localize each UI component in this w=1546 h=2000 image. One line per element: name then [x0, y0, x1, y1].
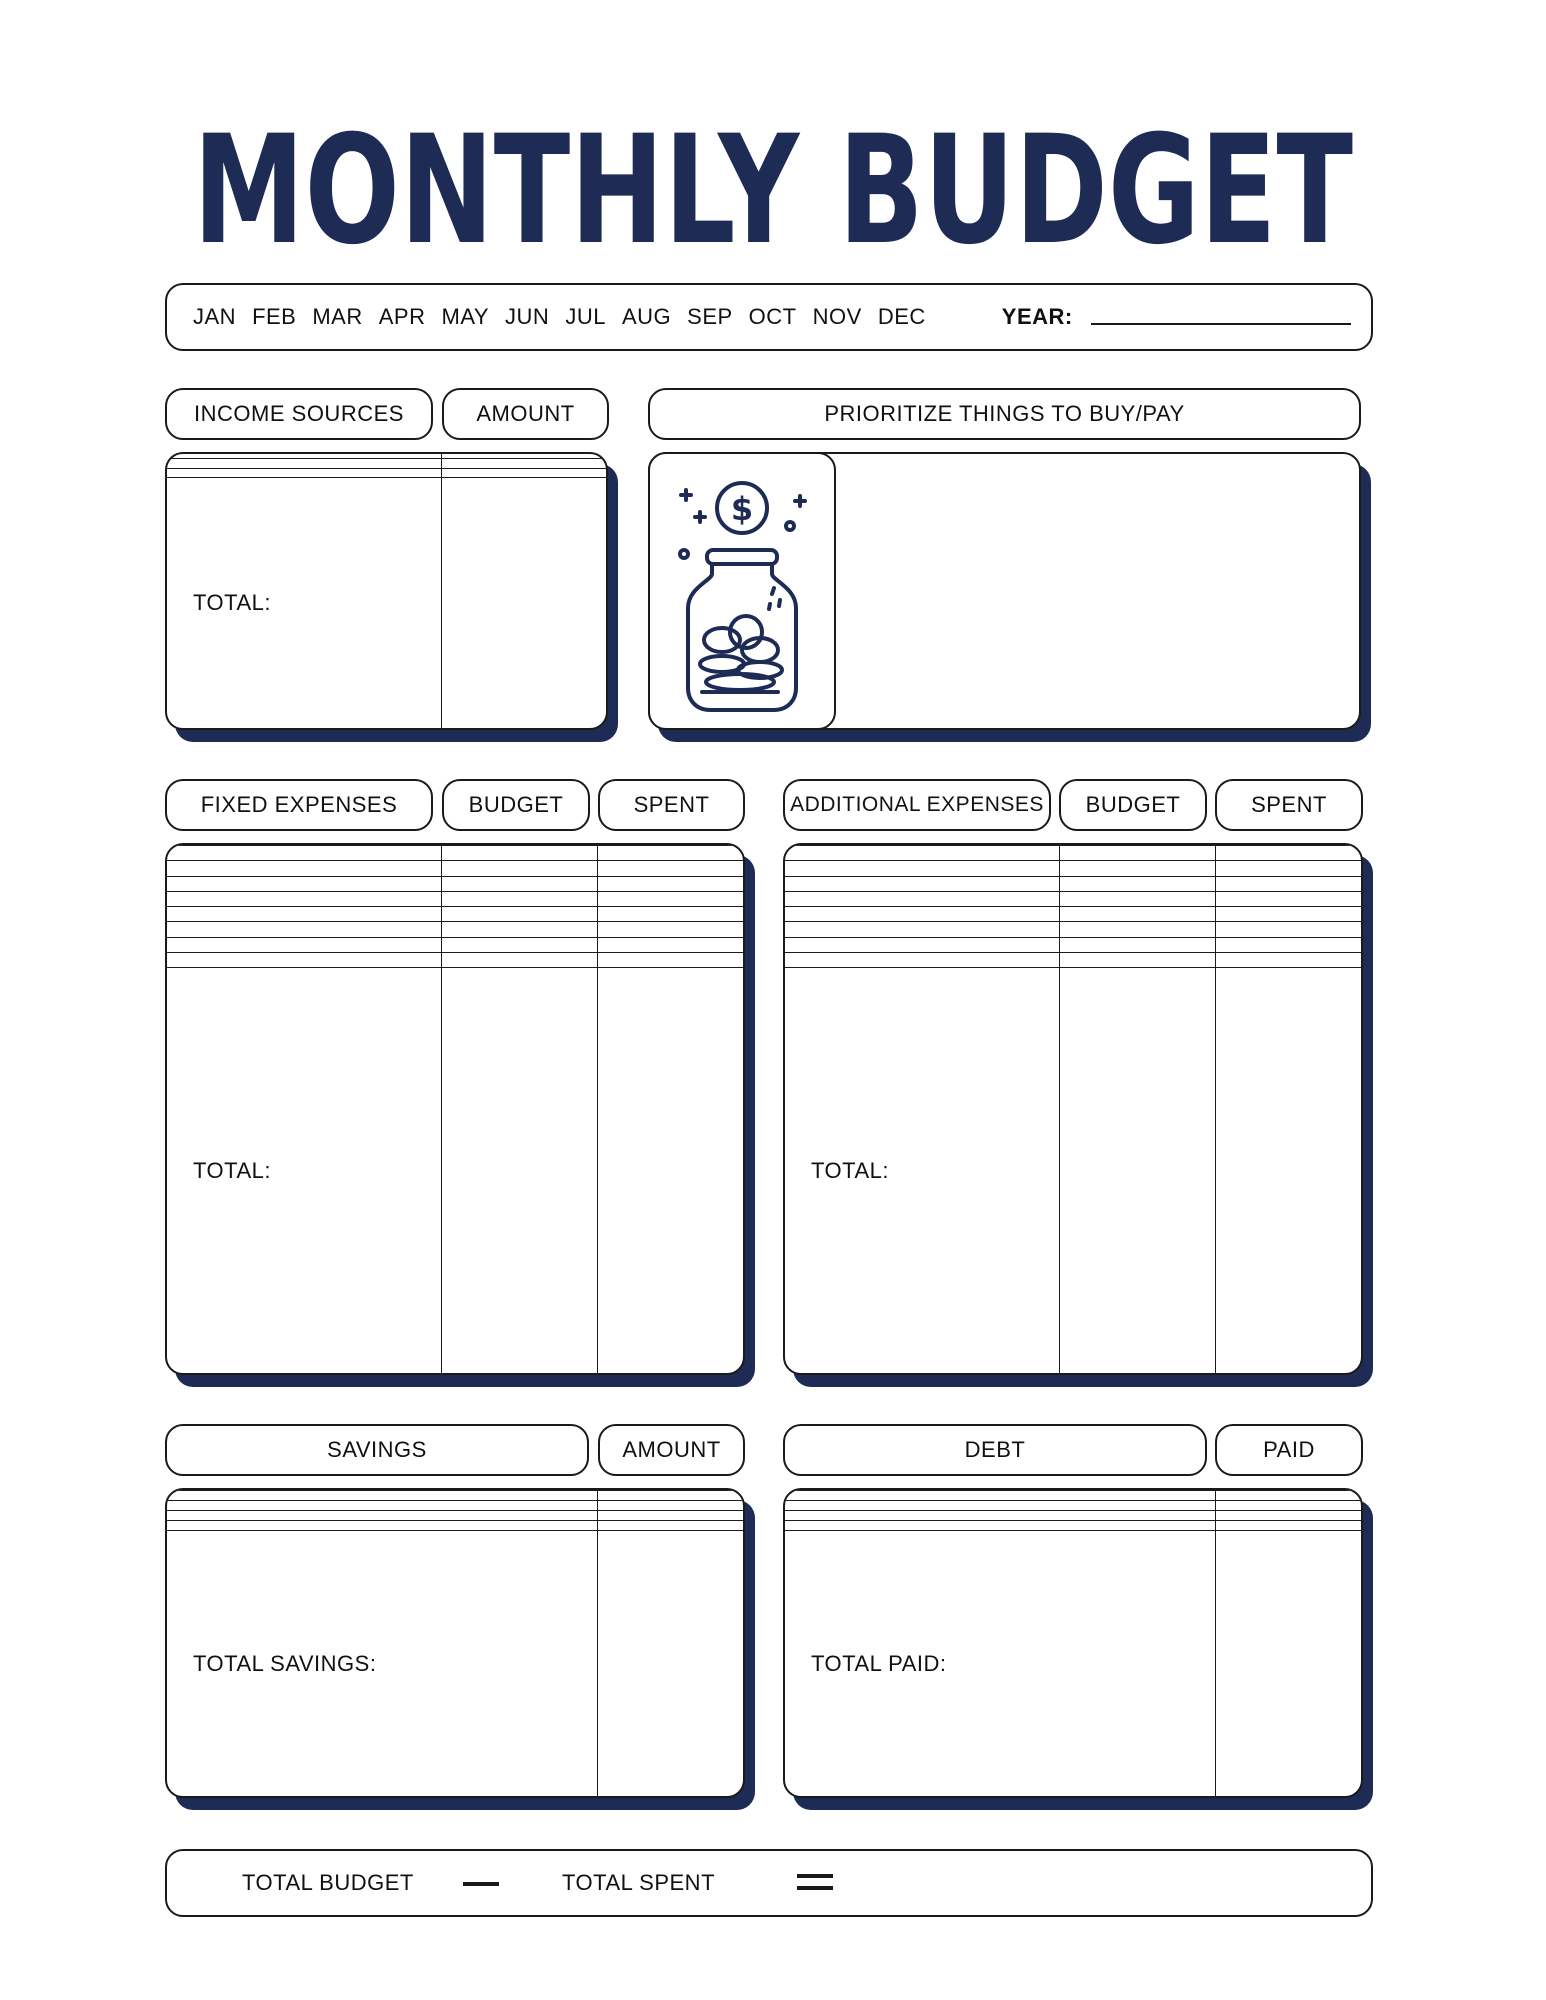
savings-cell[interactable]	[597, 1521, 743, 1531]
savings-cell[interactable]	[167, 1521, 597, 1531]
fixed-expenses-cell[interactable]	[167, 922, 441, 937]
fixed-expenses-cell[interactable]	[441, 891, 597, 906]
additional-expenses-cell[interactable]	[1215, 968, 1361, 1373]
debt-cell[interactable]	[1215, 1521, 1361, 1531]
total-spent-label: TOTAL SPENT	[562, 1870, 716, 1895]
savings-table	[165, 1488, 745, 1798]
additional-expenses-total-label: TOTAL:	[785, 968, 1059, 1373]
additional-expenses-cell[interactable]	[1215, 922, 1361, 937]
month-sep[interactable]: SEP	[687, 304, 733, 329]
additional-expenses-cell[interactable]	[785, 937, 1059, 952]
debt-row	[785, 1511, 1361, 1521]
debt-cell[interactable]	[1215, 1531, 1361, 1796]
additional-expenses-cell[interactable]	[785, 922, 1059, 937]
additional-expenses-cell[interactable]	[1059, 876, 1215, 891]
fixed-expenses-cell[interactable]	[441, 922, 597, 937]
fixed-expenses-row	[167, 968, 743, 1373]
additional-expenses-cell[interactable]	[1215, 937, 1361, 952]
debt-cell[interactable]	[1215, 1501, 1361, 1511]
month-may[interactable]: MAY	[441, 304, 490, 329]
debt-cell[interactable]	[785, 1501, 1215, 1511]
income-amount-cell[interactable]	[441, 468, 606, 477]
fixed-expenses-row	[167, 937, 743, 952]
debt-row	[785, 1531, 1361, 1796]
fixed-expenses-total-label: TOTAL:	[167, 968, 441, 1373]
fixed-expenses-cell[interactable]	[597, 861, 743, 876]
additional-expenses-cell[interactable]	[1215, 876, 1361, 891]
fixed-expenses-cell[interactable]	[167, 952, 441, 967]
additional-expenses-row	[785, 937, 1361, 952]
year-input-line[interactable]	[1091, 323, 1351, 325]
income-cell[interactable]	[167, 468, 441, 477]
debt-row	[785, 1521, 1361, 1531]
income-cell[interactable]	[167, 459, 441, 468]
equals-sign-top	[797, 1874, 833, 1878]
fixed-budget-header: BUDGET	[442, 779, 590, 831]
savings-total-label: TOTAL SAVINGS:	[167, 1531, 597, 1796]
fixed-expenses-cell[interactable]	[597, 968, 743, 1373]
additional-expenses-cell[interactable]	[785, 891, 1059, 906]
fixed-expenses-header: FIXED EXPENSES	[165, 779, 433, 831]
month-dec[interactable]: DEC	[877, 304, 926, 329]
fixed-expenses-cell[interactable]	[597, 891, 743, 906]
month-feb[interactable]: FEB	[252, 304, 297, 329]
additional-expenses-cell[interactable]	[1215, 861, 1361, 876]
fixed-expenses-cell[interactable]	[597, 937, 743, 952]
money-jar-icon	[650, 454, 834, 728]
fixed-expenses-cell[interactable]	[597, 952, 743, 967]
debt-paid-header: PAID	[1215, 1424, 1363, 1476]
savings-cell[interactable]	[167, 1491, 597, 1501]
additional-expenses-row	[785, 846, 1361, 861]
svg-text:MONTHLY BUDGET: MONTHLY BUDGET	[193, 104, 1353, 278]
fixed-expenses-row	[167, 861, 743, 876]
savings-cell[interactable]	[597, 1491, 743, 1501]
additional-expenses-cell[interactable]	[785, 952, 1059, 967]
income-sources-header: INCOME SOURCES	[165, 388, 433, 440]
year-label: YEAR:	[1001, 304, 1073, 329]
fixed-expenses-cell[interactable]	[597, 907, 743, 922]
fixed-expenses-cell[interactable]	[441, 937, 597, 952]
savings-row	[167, 1521, 743, 1531]
savings-amount-header: AMOUNT	[598, 1424, 745, 1476]
debt-total-label: TOTAL PAID:	[785, 1531, 1215, 1796]
additional-spent-header: SPENT	[1215, 779, 1363, 831]
debt-cell[interactable]	[1215, 1511, 1361, 1521]
total-budget-label: TOTAL BUDGET	[242, 1870, 414, 1895]
fixed-expenses-cell[interactable]	[597, 846, 743, 861]
additional-expenses-row	[785, 891, 1361, 906]
fixed-expenses-table	[165, 843, 745, 1375]
additional-expenses-cell[interactable]	[1059, 861, 1215, 876]
additional-expenses-header: ADDITIONAL EXPENSES	[783, 779, 1051, 831]
fixed-expenses-cell[interactable]	[167, 891, 441, 906]
savings-cell[interactable]	[597, 1501, 743, 1511]
fixed-expenses-cell[interactable]	[441, 861, 597, 876]
additional-expenses-cell[interactable]	[1215, 846, 1361, 861]
fixed-expenses-cell[interactable]	[167, 846, 441, 861]
month-jan[interactable]: JAN	[193, 304, 237, 329]
additional-expenses-row	[785, 922, 1361, 937]
month-jun[interactable]: JUN	[505, 304, 550, 329]
additional-expenses-cell[interactable]	[785, 876, 1059, 891]
fixed-expenses-cell[interactable]	[167, 907, 441, 922]
savings-header: SAVINGS	[165, 1424, 589, 1476]
fixed-expenses-cell[interactable]	[597, 922, 743, 937]
additional-expenses-cell[interactable]	[1059, 968, 1215, 1373]
month-jul[interactable]: JUL	[565, 304, 606, 329]
additional-expenses-row	[785, 876, 1361, 891]
equals-sign-bottom	[797, 1886, 833, 1890]
month-aug[interactable]: AUG	[621, 304, 672, 329]
fixed-expenses-row	[167, 952, 743, 967]
additional-expenses-cell[interactable]	[1059, 922, 1215, 937]
additional-expenses-row	[785, 907, 1361, 922]
savings-row	[167, 1491, 743, 1501]
month-oct[interactable]: OCT	[748, 304, 797, 329]
month-mar[interactable]: MAR	[312, 304, 363, 329]
fixed-expenses-cell[interactable]	[441, 952, 597, 967]
additional-expenses-cell[interactable]	[1059, 952, 1215, 967]
additional-expenses-cell[interactable]	[1215, 952, 1361, 967]
page-title	[0, 92, 1546, 282]
income-amount-header: AMOUNT	[442, 388, 609, 440]
fixed-expenses-cell[interactable]	[441, 876, 597, 891]
additional-expenses-cell[interactable]	[1059, 937, 1215, 952]
fixed-expenses-cell[interactable]	[441, 968, 597, 1373]
debt-cell[interactable]	[785, 1511, 1215, 1521]
savings-cell[interactable]	[167, 1511, 597, 1521]
additional-expenses-row	[785, 968, 1361, 1373]
additional-expenses-row	[785, 952, 1361, 967]
debt-header: DEBT	[783, 1424, 1207, 1476]
minus-sign	[463, 1882, 499, 1886]
month-nov[interactable]: NOV	[812, 304, 862, 329]
savings-row	[167, 1501, 743, 1511]
additional-expenses-cell[interactable]	[1059, 891, 1215, 906]
prioritize-header: PRIORITIZE THINGS TO BUY/PAY	[648, 388, 1361, 440]
income-amount-cell[interactable]	[441, 459, 606, 468]
additional-expenses-cell[interactable]	[785, 861, 1059, 876]
income-total-label: TOTAL:	[167, 478, 441, 728]
savings-cell[interactable]	[597, 1511, 743, 1521]
fixed-expenses-cell[interactable]	[167, 937, 441, 952]
month-list	[193, 304, 942, 330]
debt-table	[783, 1488, 1363, 1798]
savings-row	[167, 1511, 743, 1521]
debt-cell[interactable]	[785, 1491, 1215, 1501]
additional-expenses-row	[785, 861, 1361, 876]
debt-cell[interactable]	[785, 1521, 1215, 1531]
income-table	[165, 452, 608, 730]
savings-cell[interactable]	[167, 1501, 597, 1511]
fixed-expenses-cell[interactable]	[597, 876, 743, 891]
fixed-expenses-cell[interactable]	[441, 846, 597, 861]
additional-expenses-cell[interactable]	[1215, 907, 1361, 922]
debt-cell[interactable]	[1215, 1491, 1361, 1501]
debt-row	[785, 1491, 1361, 1501]
fixed-expenses-row	[167, 907, 743, 922]
income-total-cell[interactable]	[441, 478, 606, 728]
fixed-expenses-row	[167, 876, 743, 891]
fixed-expenses-cell[interactable]	[441, 907, 597, 922]
month-year-bar	[165, 283, 1373, 351]
debt-row	[785, 1501, 1361, 1511]
additional-budget-header: BUDGET	[1059, 779, 1207, 831]
additional-expenses-cell[interactable]	[785, 907, 1059, 922]
fixed-expenses-row	[167, 891, 743, 906]
additional-expenses-cell[interactable]	[1059, 907, 1215, 922]
additional-expenses-cell[interactable]	[785, 846, 1059, 861]
fixed-expenses-row	[167, 846, 743, 861]
savings-cell[interactable]	[597, 1531, 743, 1796]
fixed-expenses-row	[167, 922, 743, 937]
money-jar-panel	[648, 452, 836, 730]
fixed-spent-header: SPENT	[598, 779, 745, 831]
month-apr[interactable]: APR	[378, 304, 426, 329]
additional-expenses-cell[interactable]	[1215, 891, 1361, 906]
additional-expenses-cell[interactable]	[1059, 846, 1215, 861]
savings-row	[167, 1531, 743, 1796]
fixed-expenses-cell[interactable]	[167, 861, 441, 876]
fixed-expenses-cell[interactable]	[167, 876, 441, 891]
svg-text:$: $	[730, 490, 754, 528]
additional-expenses-table	[783, 843, 1363, 1375]
